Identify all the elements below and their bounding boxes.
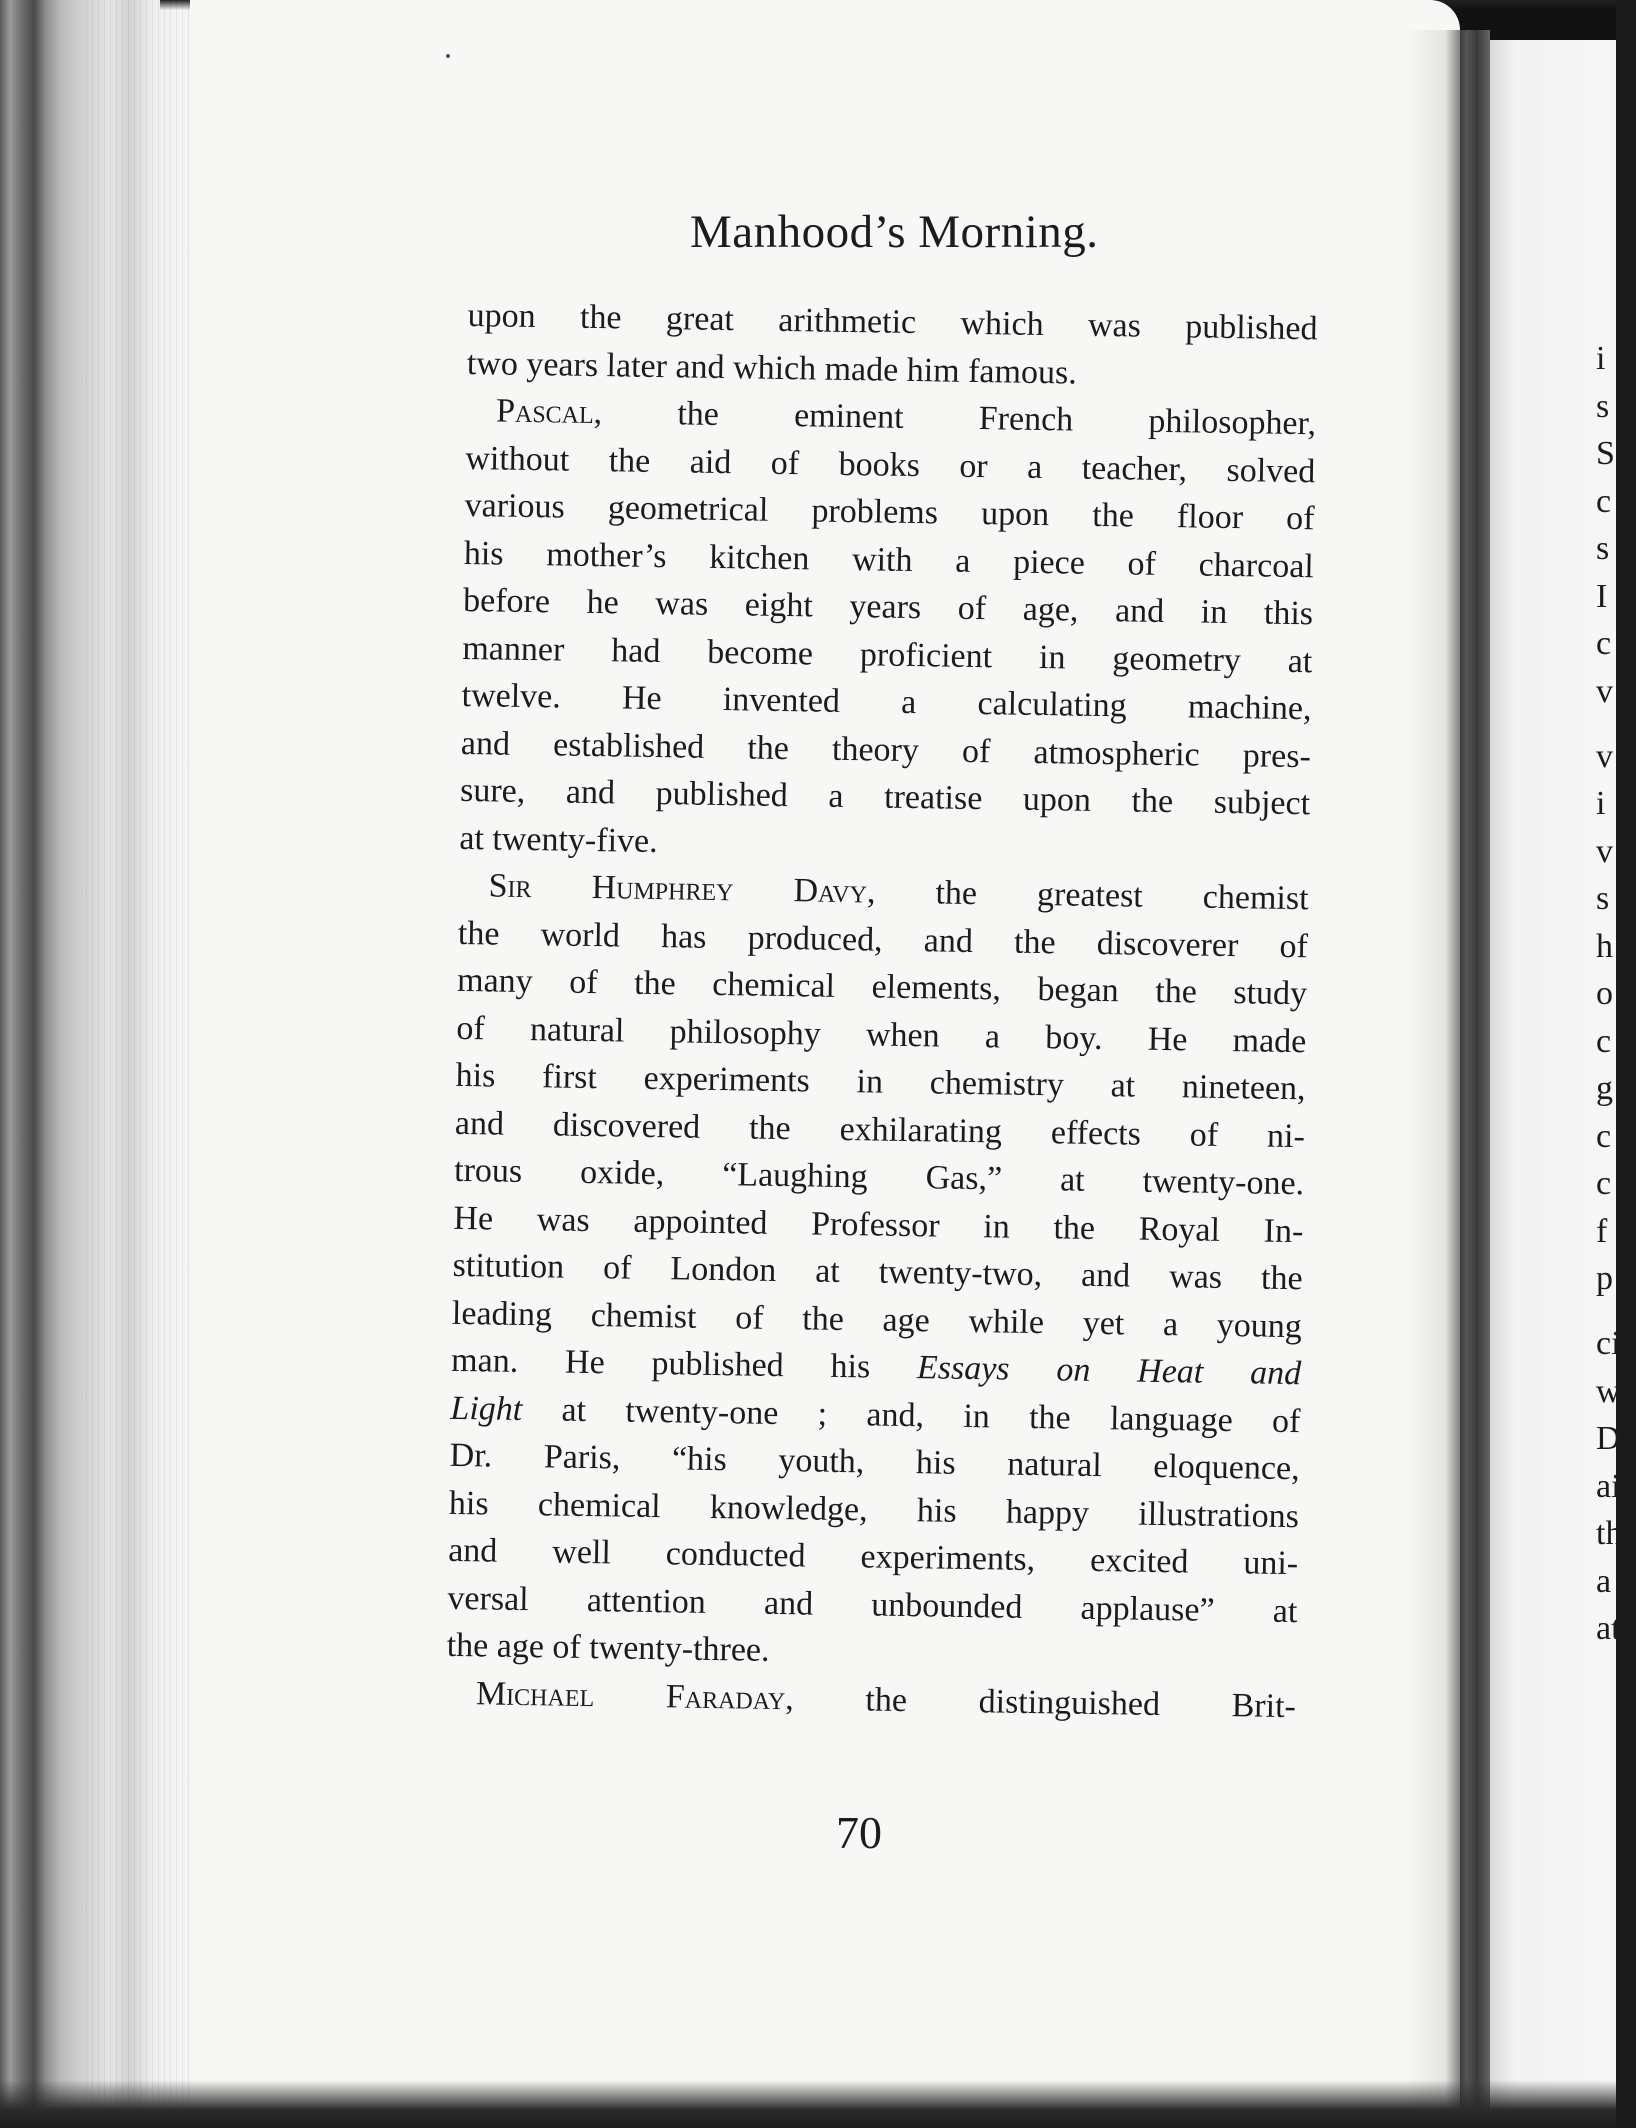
small-caps-name: Sir Humphrey Davy [488,867,868,911]
facing-text-fragment: ci [1596,1325,1621,1362]
text-line: his chemical knowledge, his happy illustrations [448,1484,1300,1535]
text-line: trous oxide, “Laughing Gas,” at twenty-one. [453,1151,1305,1203]
facing-text-fragment: h [1596,927,1613,965]
italic-title: Essays on Heat and [916,1349,1302,1393]
text-line: without the aid of books or a teacher, solved [465,439,1316,490]
small-caps-name: Michael Faraday [475,1674,786,1717]
facing-text-fragment: S [1596,435,1615,472]
facing-text-fragment: c [1596,1117,1612,1155]
facing-text-fragment: s [1596,880,1610,917]
facing-text-fragment: th [1596,1515,1623,1552]
facing-text-fragment: w [1596,1372,1621,1410]
line-text: , the distinguished Brit- [784,1679,1297,1725]
text-line: his mother’s kitchen with a piece of charcoal [463,534,1315,585]
text-line: his first experiments in chemistry at nineteen, [455,1056,1306,1108]
text-line: various geometrical problems upon the floor of [464,486,1315,538]
bottom-shadow [0,2080,1616,2128]
text-line: upon the great arithmetic which was published [467,296,1318,348]
facing-text-fragment: c [1596,482,1612,520]
facing-page-text-fragments [1596,335,1636,1653]
text-line: versal attention and unbounded applause” at [447,1579,1298,1630]
facing-text-fragment: i [1596,785,1606,822]
text-line: Dr. Paris, “his youth, his natural eloquence, [449,1436,1300,1488]
facing-text-fragment: s [1596,387,1610,425]
italic-title: Light [450,1389,523,1428]
facing-text-fragment: f [1596,1212,1608,1250]
facing-text-fragment: c [1596,625,1612,662]
facing-text-fragment: at [1596,1610,1621,1647]
page-number: 70 [836,1807,882,1858]
text-line: stitution of London at twenty-two, and was the [452,1246,1303,1298]
text-line: He was appointed Professor in the Royal In- [453,1199,1304,1250]
page-gutter-shadow [1405,30,1490,2128]
line-text: , the greatest chemist [866,873,1309,918]
facing-text-fragment: o [1596,975,1613,1012]
text-line: the age of twenty-three. [446,1626,770,1669]
text-line: two years later and which made him famous. [466,344,1078,392]
fore-edge-page-lines [86,0,196,2128]
dust-speck [446,54,450,58]
line-text: , the eminent French philosopher, [593,393,1317,443]
facing-text-fragment: v [1596,737,1613,775]
facing-text-fragment: a [1596,1562,1612,1600]
body-text [446,292,1318,1730]
small-caps-name: Pascal [495,392,595,431]
text-line: the world has produced, and the discoverer of [457,914,1309,965]
facing-text-fragment: v [1596,832,1613,870]
facing-text-fragment: i [1596,340,1606,377]
running-head: Manhood’s Morning. [690,206,1099,258]
facing-text-fragment: p [1596,1260,1613,1297]
facing-text-fragment: g [1596,1070,1613,1107]
text-line: and established the theory of atmospheric pres- [460,724,1312,775]
facing-text-fragment: D [1596,1420,1621,1457]
text-line: and discovered the exhilarating effects of ni- [454,1104,1306,1155]
text-line: twelve. He invented a calculating machine, [461,676,1312,728]
facing-text-fragment: v [1596,672,1613,710]
text-line: of natural philosophy when a boy. He made [456,1009,1307,1060]
text-line: sure, and published a treatise upon the subject [459,771,1311,823]
facing-text-fragment: I [1596,577,1608,615]
text-line: many of the chemical elements, began the study [456,961,1308,1013]
line-text: man. He published his [450,1341,918,1387]
facing-text-fragment: s [1596,530,1610,567]
facing-text-fragment: c [1596,1022,1612,1060]
facing-text-fragment: c [1596,1165,1612,1202]
text-line: before he was eight years of age, and in this [462,581,1314,633]
text-line: and well conducted experiments, excited uni- [447,1531,1299,1583]
text-line: leading chemist of the age while yet a young [451,1294,1303,1345]
line-text: at twenty-one ; and, in the language of [521,1390,1301,1440]
text-line: manner had become proficient in geometry at [462,629,1313,680]
text-line: at twenty-five. [459,819,658,860]
facing-text-fragment: ai [1596,1467,1621,1505]
